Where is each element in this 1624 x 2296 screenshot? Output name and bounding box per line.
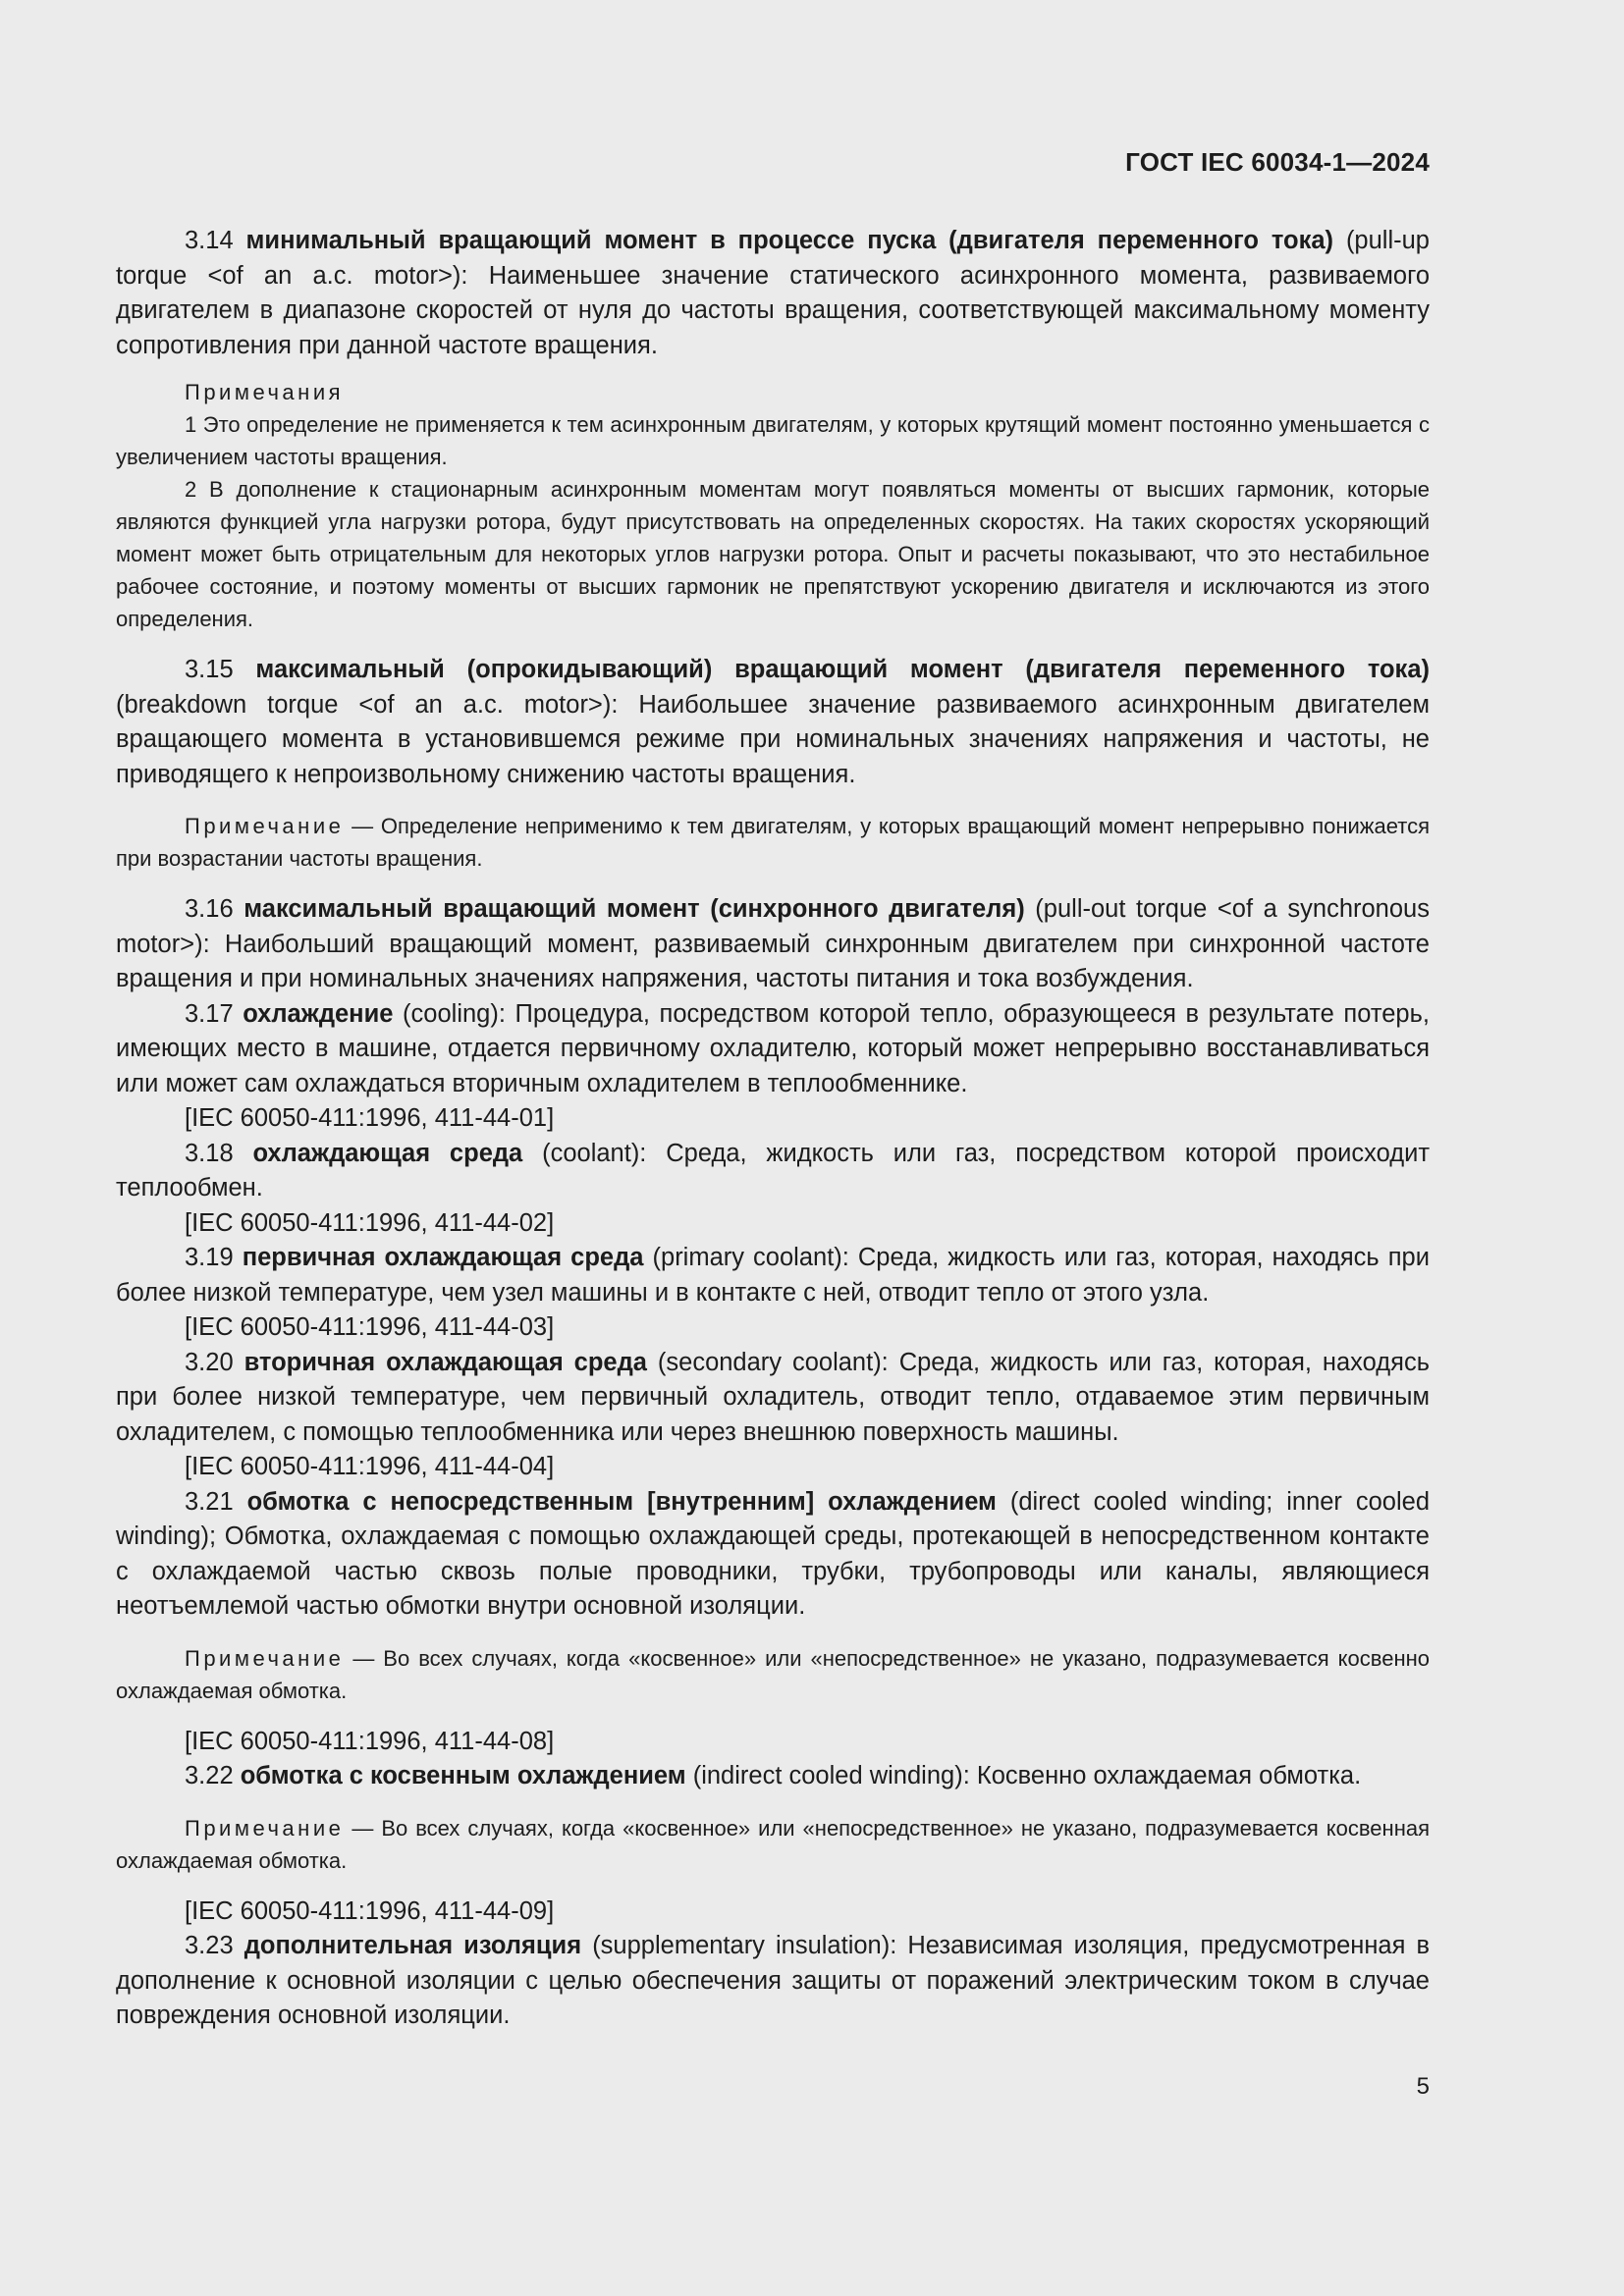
clause-number: 3.18 — [185, 1139, 234, 1167]
document-header: ГОСТ IEC 60034-1—2024 — [1125, 147, 1430, 177]
clause-text: (primary coolant): Среда, жидкость или газ, которая, находясь при более низкой температуре, чем узел машины и в контакте с ней, отводит тепло от этого узла. — [116, 1244, 1430, 1307]
clause-3-21 — [116, 1485, 1430, 1625]
note-3-22 — [116, 1812, 1430, 1877]
reference-3-21: [IEC 60050-411:1996, 411-44-08] — [185, 1727, 555, 1755]
clause-3-17 — [116, 997, 1430, 1102]
clause-number: 3.14 — [185, 227, 234, 254]
note-2: 2 В дополнение к стационарным асинхронным моментам могут появляться моменты от высших гармоник, которые являются функцией угла нагрузки ротора, будут присутствовать на определенных скоростях. На таких скоростях ускоряющий момент может быть отрицательным для некоторых углов нагрузки ротора. Опыт и расчеты показывают, что это нестабильное рабочее состояние, и поэтому моменты от высших гармоник не препятствуют ускорению двигателя и исключаются из этого определения. — [116, 477, 1430, 631]
notes-heading: Примечания — [185, 380, 345, 404]
clause-3-20 — [116, 1346, 1430, 1451]
clause-term: обмотка с косвенным охлаждением — [240, 1762, 686, 1789]
clause-term: максимальный (опрокидывающий) вращающий момент (двигателя переменного тока) — [255, 656, 1430, 683]
page-number: 5 — [1416, 2073, 1430, 2100]
note-1: 1 Это определение не применяется к тем асинхронным двигателям, у которых крутящий момент постоянно уменьшается с увеличением частоты вращения. — [116, 412, 1430, 469]
clause-3-14 — [116, 224, 1430, 363]
clause-3-15 — [116, 653, 1430, 792]
clause-term: минимальный вращающий момент в процессе пуска (двигателя переменного тока) — [245, 227, 1334, 254]
reference-3-17: [IEC 60050-411:1996, 411-44-01] — [185, 1104, 555, 1132]
clause-text: (breakdown torque <of an a.c. motor>): Наибольшее значение развиваемого асинхронным двигателем вращающего момента в установившемся режиме при номинальных значениях напряжения и частоты, не приводящего к непроизвольному снижению частоты вращения. — [116, 690, 1430, 788]
clause-number: 3.19 — [185, 1244, 234, 1271]
clause-text: (indirect cooled winding): Косвенно охлаждаемая обмотка. — [692, 1762, 1362, 1789]
clause-3-23 — [116, 1929, 1430, 2034]
clause-number: 3.17 — [185, 999, 234, 1028]
reference-3-20: [IEC 60050-411:1996, 411-44-04] — [185, 1453, 555, 1480]
clause-number: 3.23 — [185, 1932, 234, 1959]
clause-term: дополнительная изоляция — [244, 1932, 582, 1959]
note-3-21 — [116, 1642, 1430, 1707]
clause-term: охлаждающая среда — [252, 1139, 523, 1167]
note-text: — Во всех случаях, когда «косвенное» или «непосредственное» не указано, подразумевается косвенно охлаждаемая обмотка. — [116, 1645, 1430, 1703]
clause-text: (cooling): Процедура, посредством которой тепло, образующееся в результате потерь, имеющих место в машине, отдается первичному охладителю, который может непрерывно восстанавливаться или может сам охлаждаться вторичным охладителем в теплообменнике. — [116, 999, 1430, 1097]
document-body — [116, 224, 1430, 2034]
clause-number: 3.16 — [185, 895, 234, 923]
clause-term: первичная охлаждающая среда — [242, 1244, 644, 1271]
reference-3-22: [IEC 60050-411:1996, 411-44-09] — [185, 1896, 555, 1925]
clause-number: 3.20 — [185, 1348, 234, 1376]
note-3-15 — [116, 810, 1430, 875]
reference-3-18: [IEC 60050-411:1996, 411-44-02] — [185, 1208, 555, 1237]
clause-text: (direct cooled winding; inner cooled winding); Обмотка, охлаждаемая с помощью охлаждающей среды, протекающей в непосредственном контакте с охлаждаемой частью сквозь полые проводники, трубки, трубопроводы или каналы, являющиеся неотъемлемой частью обмотки внутри основной изоляции. — [116, 1487, 1431, 1620]
clause-term: охлаждение — [243, 999, 394, 1028]
clause-number: 3.22 — [185, 1762, 234, 1789]
clause-text: (coolant): Среда, жидкость или газ, посредством которой происходит теплообмен. — [116, 1139, 1431, 1201]
note-text: — Определение неприменимо к тем двигателям, у которых вращающий момент непрерывно понижается при возрастании частоты вращения. — [116, 814, 1430, 871]
reference-3-19: [IEC 60050-411:1996, 411-44-03] — [185, 1313, 555, 1341]
note-label: Примечание — [185, 814, 345, 838]
clause-term: вторичная охлаждающая среда — [244, 1348, 647, 1376]
clause-text: (supplementary insulation): Независимая изоляция, предусмотренная в дополнение к основной изоляции с целью обеспечения защиты от поражений электрическим током в случае повреждения основной изоляции. — [116, 1932, 1431, 2029]
clause-3-19 — [116, 1241, 1430, 1310]
note-label: Примечание — [185, 1645, 345, 1671]
clause-text: (secondary coolant): Среда, жидкость или газ, которая, находясь при более низкой температуре, чем первичный охладитель, отводит тепло, отдаваемое этим первичным охладителем, с помощью теплообменника или через внешнюю поверхность машины. — [116, 1348, 1430, 1446]
clause-3-18 — [116, 1137, 1430, 1206]
clause-term: обмотка с непосредственным [внутренним] охлаждением — [246, 1487, 997, 1516]
clause-number: 3.21 — [185, 1487, 234, 1516]
clause-text: (pull-out torque <of a synchronous motor>): Наибольший вращающий момент, развиваемый синхронным двигателем при синхронной частоте вращения и при номинальных значениях напряжения, частоты питания и тока возбуждения. — [116, 895, 1430, 992]
clause-number: 3.15 — [185, 656, 234, 683]
clause-3-16 — [116, 892, 1430, 997]
clause-3-22 — [116, 1759, 1430, 1794]
note-text: — Во всех случаях, когда «косвенное» или «непосредственное» не указано, подразумевается косвенная охлаждаемая обмотка. — [116, 1815, 1430, 1873]
clause-text: (pull-up torque <of an a.c. motor>): Наименьшее значение статического асинхронного момента, развиваемого двигателем в диапазоне скоростей от нуля до частоты вращения, соответствующей максимальному моменту сопротивления при данной частоте вращения. — [116, 227, 1430, 359]
clause-term: максимальный вращающий момент (синхронного двигателя) — [244, 895, 1025, 923]
note-label: Примечание — [185, 1815, 345, 1841]
